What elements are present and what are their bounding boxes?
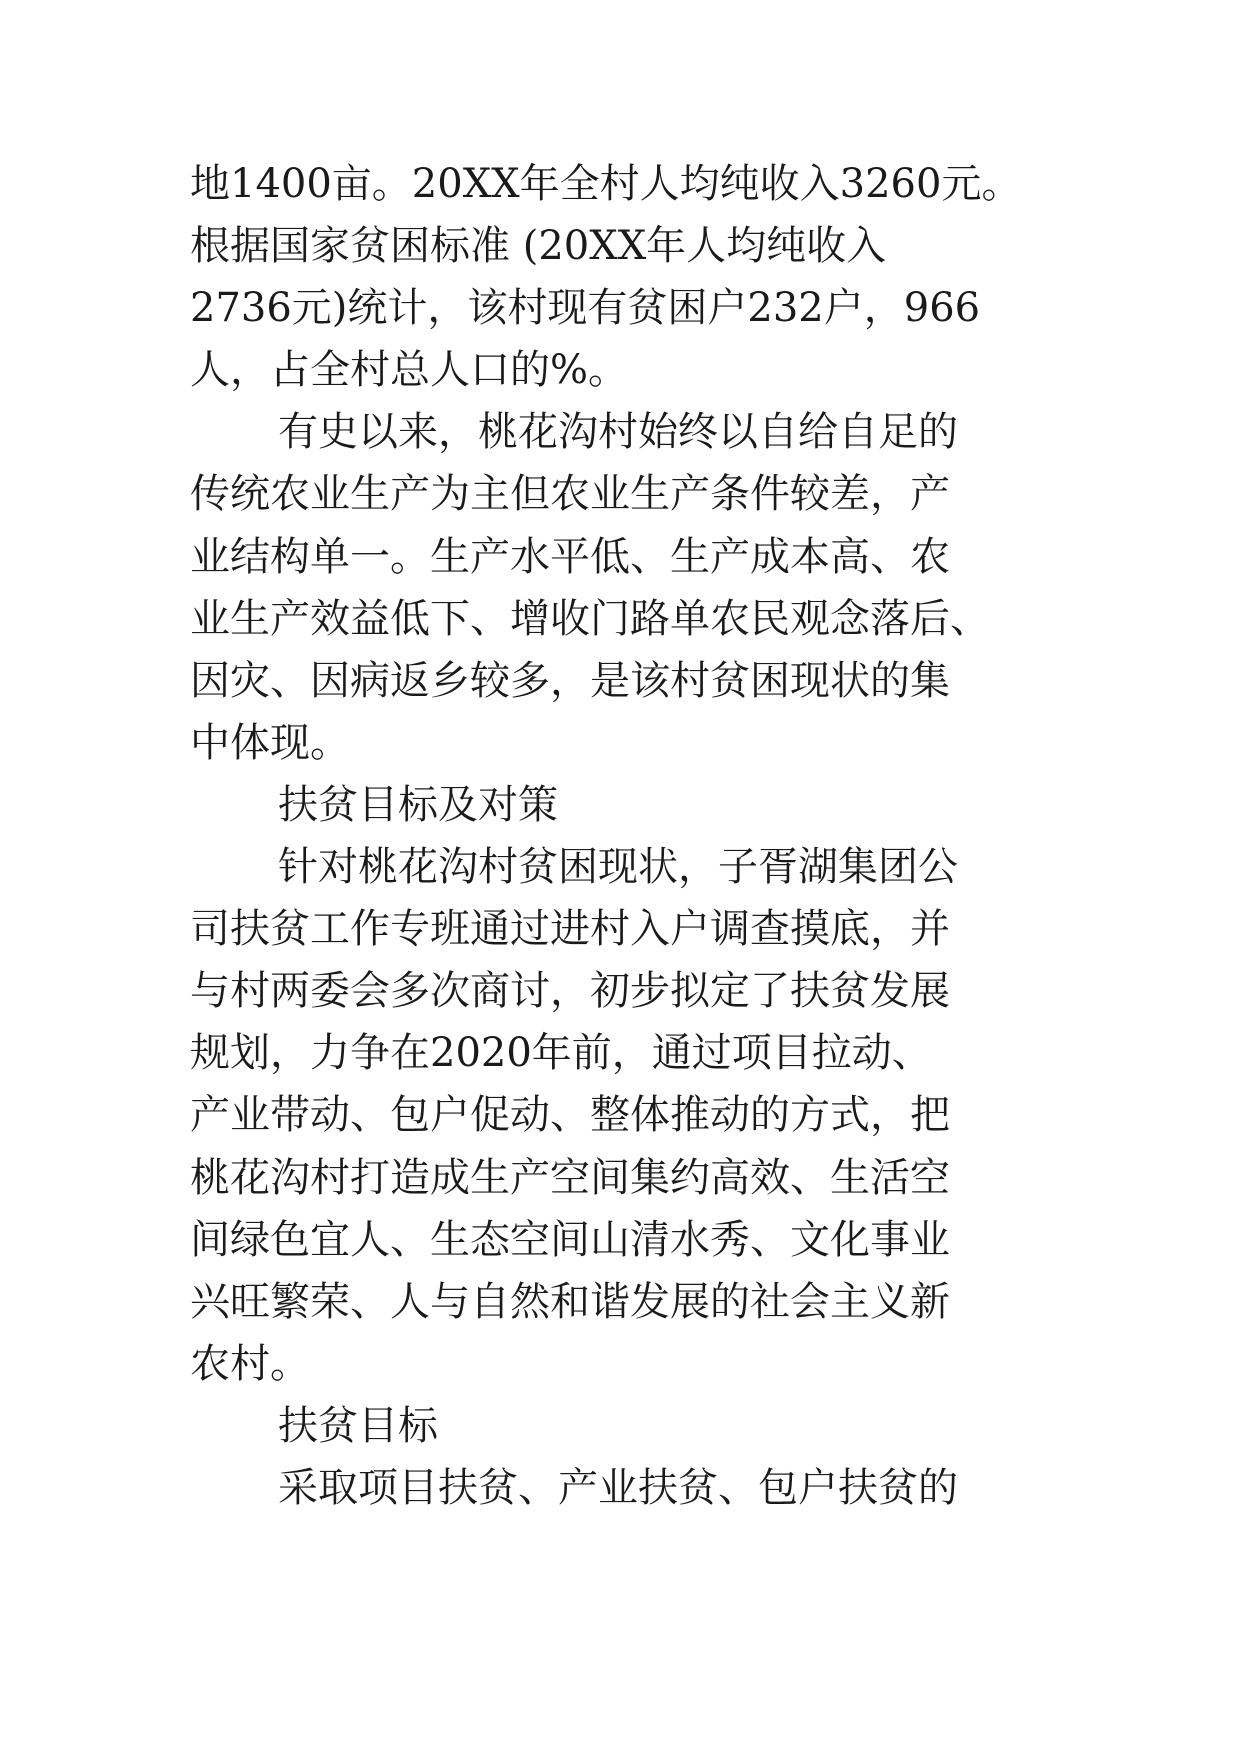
text-line: 根据国家贫困标准 (20XX年人均纯收入 <box>190 223 887 270</box>
text-line: 与村两委会多次商讨，初步拟定了扶贫发展 <box>190 968 950 1015</box>
text-line: 兴旺繁荣、人与自然和谐发展的社会主义新 <box>190 1278 950 1325</box>
text-line: 业结构单一。生产水平低、生产成本高、农 <box>190 533 950 580</box>
text-line: 中体现。 <box>190 719 350 766</box>
text-line: 产业带动、包户促动、整体推动的方式，把 <box>190 1092 950 1139</box>
text-line: 桃花沟村打造成生产空间集约高效、生活空 <box>190 1154 950 1201</box>
text-line: 针对桃花沟村贫困现状，子胥湖集团公 <box>278 844 958 891</box>
text-line: 有史以来，桃花沟村始终以自给自足的 <box>278 409 958 456</box>
text-line: 规划，力争在2020年前，通过项目拉动、 <box>190 1030 932 1077</box>
text-line: 因灾、因病返乡较多，是该村贫困现状的集 <box>190 657 950 704</box>
text-line: 扶贫目标及对策 <box>278 781 558 828</box>
text-line: 扶贫目标 <box>278 1402 438 1449</box>
text-line: 地1400亩。20XX年全村人均纯收入3260元。 <box>190 161 1022 207</box>
text-line: 间绿色宜人、生态空间山清水秀、文化事业 <box>190 1216 950 1263</box>
document-body <box>190 153 1070 1519</box>
text-line: 司扶贫工作专班通过进村入户调查摸底，并 <box>190 906 950 953</box>
text-line: 2736元)统计，该村现有贫困户232户，966 <box>190 285 981 332</box>
text-line: 采取项目扶贫、产业扶贫、包户扶贫的 <box>278 1464 958 1511</box>
text-line: 人，占全村总人口的%。 <box>190 347 629 394</box>
text-line: 传统农业生产为主但农业生产条件较差，产 <box>190 471 950 518</box>
text-line: 业生产效益低下、增收门路单农民观念落后、 <box>190 595 990 642</box>
text-line: 农村。 <box>190 1340 310 1387</box>
